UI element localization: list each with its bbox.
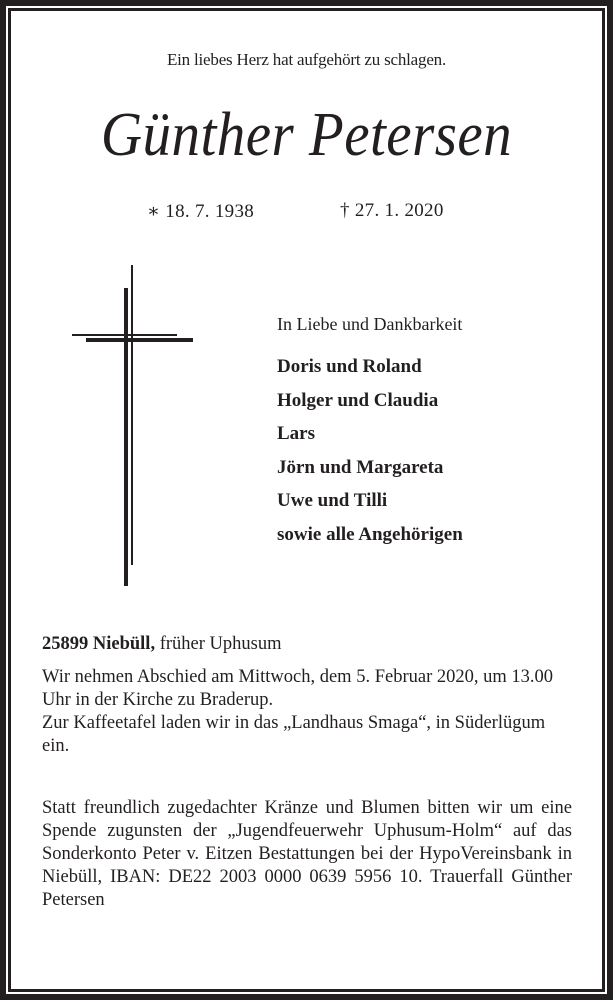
intro-line: Ein liebes Herz hat aufgehört zu schlagen. — [166, 50, 447, 69]
donation-text: Statt freundlich zugedachter Kränze und Blumen bitten wir um eine Spende zugunsten der „Jugendfeuerwehr Uphusum-Holm“ auf das Sonderkonto Peter v. Eitzen Bestattungen bei der HypoVereinsbank in Niebüll, IBAN: DE22 2003 0000 0639 5956 10. Trauerfall Günther Petersen — [42, 798, 572, 910]
mourner: Jörn und Margareta — [277, 456, 444, 478]
address-former: früher Uphusum — [155, 634, 282, 654]
mourner: Uwe und Tilli — [277, 490, 388, 511]
coffee-text: Zur Kaffeetafel laden wir in das „Landhaus Smaga“, in Süderlügum ein. — [42, 713, 546, 756]
address-place: 25899 Niebüll, — [42, 634, 156, 654]
mourners-list — [277, 350, 463, 551]
death-date: † 27. 1. 2020 — [340, 200, 444, 221]
farewell-paragraph — [42, 666, 572, 712]
birth-date: ∗ 18. 7. 1938 — [147, 201, 255, 222]
mourner: Lars — [277, 423, 315, 444]
address-line — [42, 633, 572, 656]
farewell-text: Wir nehmen Abschied am Mittwoch, dem 5. Februar 2020, um 13.00 Uhr in der Kirche zu Braderup. — [42, 667, 553, 710]
cross-thick-horizontal — [86, 338, 193, 342]
mourner: Doris und Roland — [277, 356, 422, 377]
cross-thin-vertical — [131, 265, 133, 565]
cross-thick-vertical — [124, 288, 128, 586]
deceased-name: Günther Petersen — [100, 101, 513, 169]
mourner: Holger und Claudia — [277, 389, 439, 411]
donation-paragraph — [42, 797, 572, 912]
coffee-paragraph — [42, 712, 572, 758]
cross-thin-horizontal — [72, 334, 177, 336]
mourner: sowie alle Angehörigen — [277, 523, 463, 545]
thanks-line: In Liebe und Dankbarkeit — [277, 314, 463, 334]
